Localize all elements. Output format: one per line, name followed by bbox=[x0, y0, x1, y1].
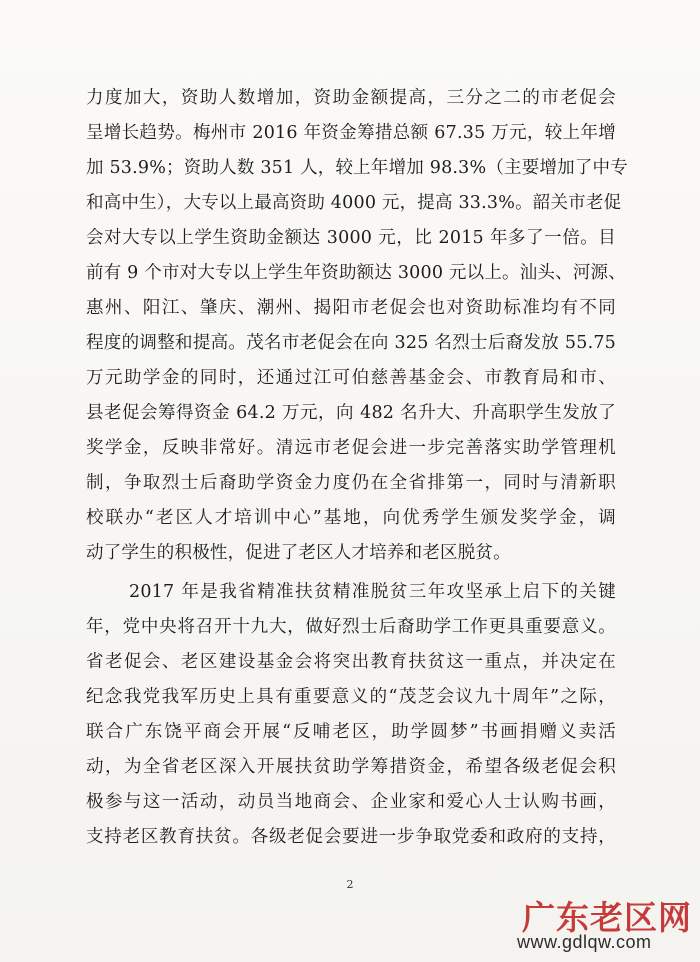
text-line-10: 县老促会筹得资金 64.2 万元，向 482 名升大、升高职学生发放了 bbox=[86, 403, 616, 423]
text-line-16: 年，党中央将召开十九大，做好烈士后裔助学工作更具重要意义。 bbox=[86, 617, 616, 637]
text-line-7: 惠州、阳江、肇庆、潮州、揭阳市老促会也对资助标准均有不同 bbox=[86, 298, 616, 318]
text-line-11: 奖学金，反映非常好。清远市老促会进一步完善落实助学管理机 bbox=[86, 438, 616, 458]
text-line-18: 纪念我党我军历史上具有重要意义的“茂芝会议九十周年”之际， bbox=[86, 687, 616, 707]
text-line-1: 力度加大，资助人数增加，资助金额提高，三分之二的市老促会 bbox=[86, 88, 616, 108]
text-line-22: 支持老区教育扶贫。各级老促会要进一步争取党委和政府的支持， bbox=[86, 827, 616, 847]
text-line-2: 呈增长趋势。梅州市 2016 年资金筹措总额 67.35 万元，较上年增 bbox=[86, 123, 616, 143]
text-line-9: 万元助学金的同时，还通过江可伯慈善基金会、市教育局和市、 bbox=[86, 368, 616, 388]
text-line-14: 动了学生的积极性，促进了老区人才培养和老区脱贫。 bbox=[86, 543, 511, 563]
watermark-site-name: 广东老区网 bbox=[522, 898, 692, 937]
page-number: 2 bbox=[346, 878, 354, 891]
text-line-17: 省老促会、老区建设基金会将突出教育扶贫这一重点，并决定在 bbox=[86, 652, 616, 672]
text-line-12: 制，争取烈士后裔助学资金力度仍在全省排第一，同时与清新职 bbox=[86, 473, 616, 493]
text-line-4: 和高中生），大专以上最高资助 4000 元，提高 33.3%。韶关市老促 bbox=[86, 193, 622, 213]
text-line-6: 前有 9 个市对大专以上学生年资助额达 3000 元以上。汕头、河源、 bbox=[86, 263, 626, 283]
text-line-13: 校联办“老区人才培训中心”基地，向优秀学生颁发奖学金，调 bbox=[86, 508, 616, 528]
text-line-5: 会对大专以上学生资助金额达 3000 元，比 2015 年多了一倍。目 bbox=[86, 228, 616, 248]
text-line-3: 加 53.9%；资助人数 351 人，较上年增加 98.3%（主要增加了中专 bbox=[86, 158, 628, 178]
text-line-20: 动，为全省老区深入开展扶贫助学筹措资金，希望各级老促会积 bbox=[86, 757, 616, 777]
text-line-21: 极参与这一活动，动员当地商会、企业家和爱心人士认购书画， bbox=[86, 792, 616, 812]
text-line-8: 程度的调整和提高。茂名市老促会在向 325 名烈士后裔发放 55.75 bbox=[86, 333, 616, 353]
text-line-15: 2017 年是我省精准扶贫精准脱贫三年攻坚承上启下的关键 bbox=[129, 582, 616, 602]
text-line-19: 联合广东饶平商会开展“反哺老区，助学圆梦”书画捐赠义卖活 bbox=[86, 722, 616, 742]
watermark-url: www.gdlqw.com bbox=[517, 932, 652, 952]
